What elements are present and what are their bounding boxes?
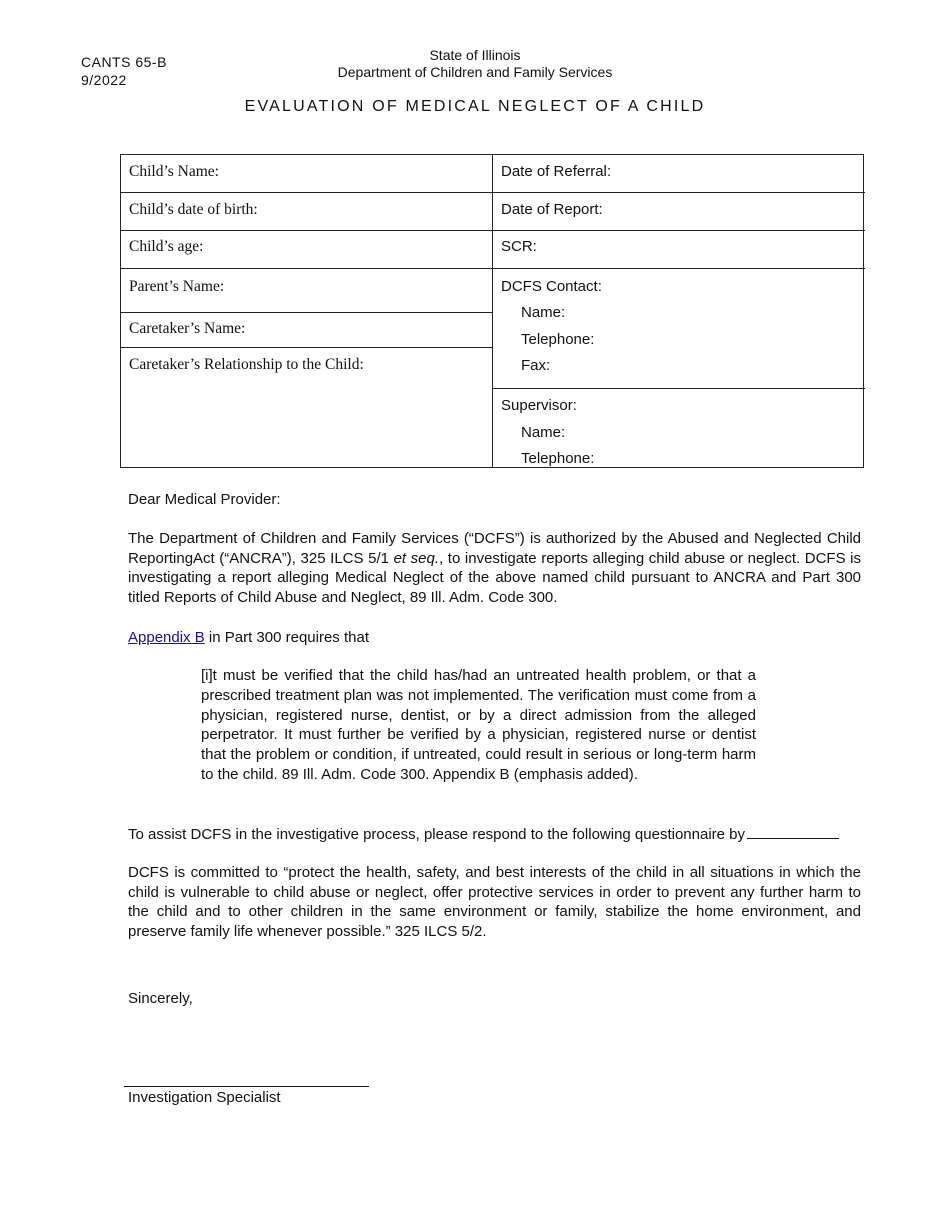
row-divider	[121, 230, 493, 231]
signature-title: Investigation Specialist	[128, 1089, 281, 1106]
caretakers-relationship-field[interactable]: Caretaker’s Relationship to the Child:	[129, 356, 364, 373]
row-divider	[121, 192, 493, 193]
row-divider	[121, 312, 493, 313]
assist-paragraph	[128, 824, 861, 845]
signature-line[interactable]	[124, 1086, 369, 1087]
commitment-paragraph: DCFS is committed to “protect the health, safety, and best interests of the child in all situations in which the child is vulnerable to child abuse or neglect, offer protective services in order to prevent any further harm to the child and to other children in the same environment or family, stabilize the home environment, and preserve family life whenever possible.” 325 ILCS 5/2.	[128, 864, 861, 940]
intro-paragraph	[128, 529, 861, 607]
state-name: State of Illinois	[429, 47, 521, 63]
caretakers-name-field[interactable]: Caretaker’s Name:	[129, 320, 246, 337]
date-of-referral-field[interactable]: Date of Referral:	[501, 163, 612, 180]
assist-text: To assist DCFS in the investigative process, please respond to the following questionnaire by	[128, 826, 745, 843]
row-divider	[121, 268, 493, 269]
appendix-quote: [i]t must be verified that the child has/had an untreated health problem, or that a prescribed treatment plan was not implemented. The verification must come from a physician, registered nurse, dentist, or by a direct admission from the alleged perpetrator. It must further be verified by a physician, registered nurse or dentist that the problem or condition, if untreated, could result in serious or long-term harm to the child. 89 Ill. Adm. Code 300. Appendix B (emphasis added).	[201, 667, 756, 783]
document-title: EVALUATION OF MEDICAL NEGLECT OF A CHILD	[244, 98, 706, 115]
form-date: 9/2022	[81, 72, 127, 88]
supervisor-telephone-field[interactable]: Telephone:	[521, 450, 595, 467]
closing: Sincerely,	[128, 990, 193, 1007]
row-divider	[492, 230, 865, 231]
dcfs-contact-label: DCFS Contact:	[501, 278, 602, 295]
row-divider	[492, 192, 865, 193]
agency-block	[0, 47, 950, 81]
row-divider	[492, 268, 865, 269]
childs-age-field[interactable]: Child’s age:	[129, 238, 204, 255]
case-info-table	[120, 154, 864, 468]
row-divider	[121, 347, 493, 348]
appendix-reference	[128, 628, 861, 648]
contact-telephone-field[interactable]: Telephone:	[521, 331, 595, 348]
scr-field[interactable]: SCR:	[501, 238, 537, 255]
intro-text-a: The Department of Children and Family Services (“DCFS”) is authorized by the Abused and Neglected Child ReportingAct (“ANCRA”), 325 ILCS 5/1	[128, 530, 861, 567]
column-divider	[492, 155, 493, 467]
childs-name-field[interactable]: Child’s Name:	[129, 163, 219, 180]
salutation: Dear Medical Provider:	[128, 491, 281, 508]
appendix-reference-text: in Part 300 requires that	[204, 629, 369, 646]
appendix-b-link[interactable]: Appendix B	[128, 629, 205, 646]
intro-text-emphasis: et seq.	[393, 549, 440, 567]
supervisor-name-field[interactable]: Name:	[521, 424, 566, 441]
supervisor-label: Supervisor:	[501, 397, 577, 414]
date-of-report-field[interactable]: Date of Report:	[501, 201, 603, 218]
contact-name-field[interactable]: Name:	[521, 304, 566, 321]
department-name: Department of Children and Family Services	[337, 64, 613, 80]
intro-text-b: , to investigate reports alleging child abuse or neglect. DCFS is investigating a report alleging Medical Neglect of the above named child pursuant to ANCRA and Part 300 titled Reports of Child Abuse and Neglect, 89 Ill. Adm. Code 300.	[128, 549, 862, 606]
childs-dob-field[interactable]: Child’s date of birth:	[129, 201, 258, 218]
parents-name-field[interactable]: Parent’s Name:	[129, 278, 225, 295]
response-date-blank[interactable]	[747, 824, 839, 839]
form-number: CANTS 65-B	[81, 54, 167, 70]
row-divider	[492, 388, 865, 389]
contact-fax-field[interactable]: Fax:	[521, 357, 551, 374]
